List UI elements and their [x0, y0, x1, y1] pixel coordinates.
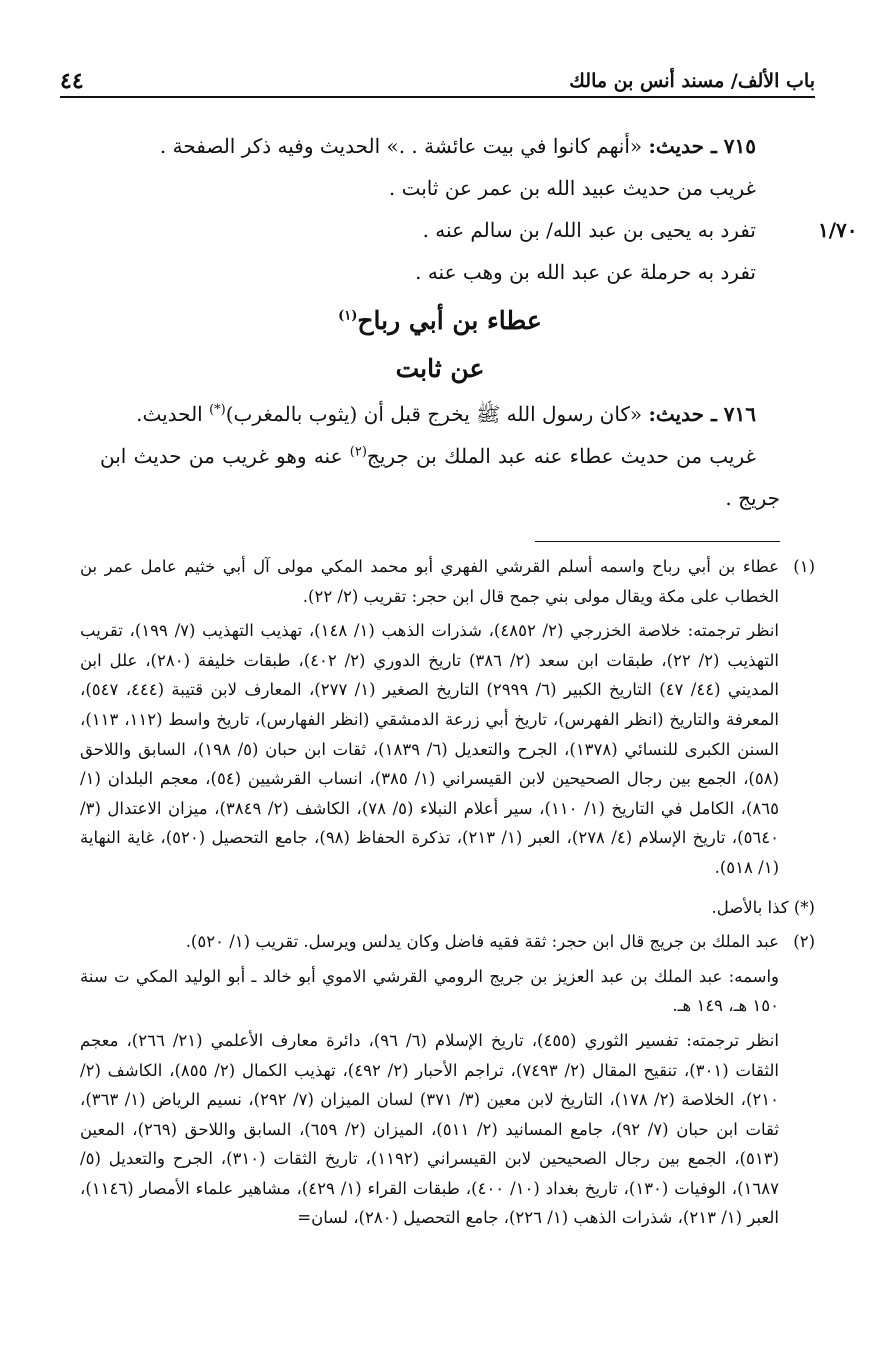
hadith-716 [100, 393, 780, 435]
footnote-paragraph: عبد الملك بن جريج قال ابن حجر: ثقة فقيه فاضل وكان يدلس ويرسل. تقريب (١/ ٥٢٠). [185, 932, 779, 952]
hadith-715-label: ٧١٥ ـ حديث: [648, 134, 756, 158]
footnote-number: (٢) [793, 932, 815, 952]
footnote-ref: (*) [209, 402, 226, 418]
header-title: باب الألف/ مسند أنس بن مالك [569, 70, 815, 92]
footnote-paragraph: انظر ترجمته: خلاصة الخزرجي (٢/ ٤٨٥٢)، شذرات الذهب (١/ ١٤٨)، تهذيب التهذيب (٧/ ١٩٩)، تقريب التهذيب (٢/ ٢٢)، طبقات ابن سعد (٢/ ٣٨٦) تاريخ الدوري (٢/ ٤٠٢)، طبقات خليفة (٢٨٠)، علل ابن المديني (٤٤/ ٤٧) التاريخ الكبير (٦/ ٢٩٩٩) التاريخ الصغير (١/ ٢٧٧)، المعارف لابن قتيبة (٤٤٤، ٥٤٧)، المعرفة والتاريخ (انظر الفهرس)، تاريخ أبي زرعة الدمشقي (انظر الفهارس)، تاريخ واسط (١١٢، ١١٣)، السنن الكبرى للنسائي (١٣٧٨)، الجرح والتعديل (٦/ ١٨٣٩)، ثقات ابن حبان (٥/ ١٩٨)، السابق واللاحق (٥٨)، الجمع بين رجال الصحيحين لابن القيسراني (١/ ٣٨٥)، انساب القرشيين (٥٤)، معجم البلدان (١/ ٨٦٥)، الكامل في التاريخ (١/ ١١٠)، سير أعلام النبلاء (٥/ ٧٨)، الكاشف (٢/ ٣٨٤٩)، ميزان الاعتدال (٣/ ٥٦٤٠)، تاريخ الإسلام (٤/ ٢٧٨)، العبر (١/ ٢١٣)، تذكرة الحفاظ (٩٨)، جامع التحصيل (٥٢٠)، غاية النهاية (١/ ٥١٨). [80, 621, 780, 877]
page-header [60, 60, 815, 98]
footnote-paragraph: عطاء بن أبي رباح واسمه أسلم القرشي الفهري أبو محمد المكي مولى آل أبي خثيم عامل عمر بن الخطاب على مكة ويقال مولى بني جمح قال ابن حجر: تقريب (٢/ ٢٢). [80, 557, 779, 606]
hadith-715-text: «أنهم كانوا في بيت عائشة . .» الحديث وفيه ذكر الصفحة . [159, 134, 643, 158]
footnotes [80, 552, 815, 1243]
hadith-715 [100, 125, 780, 167]
margin-note: ١/٧٠ [818, 218, 858, 242]
main-text [100, 125, 780, 519]
hadith-716-text-b: الحديث. [136, 402, 210, 426]
footnote-body [80, 552, 779, 888]
hadith-716-label: ٧١٦ ـ حديث: [648, 402, 756, 426]
paragraph-text-b: عنه وهو غريب من حديث ابن جريج . [100, 444, 780, 510]
footnote-separator [535, 541, 780, 542]
footnote-ref: (١) [338, 308, 358, 324]
footnote-body: (*) كذا بالأصل. [711, 897, 815, 917]
section-subheading: عن ثابت [395, 354, 485, 383]
footnote-ref: (٢) [349, 444, 367, 460]
paragraph-text-a: غريب من حديث عطاء عنه عبد الملك بن جريج [366, 444, 756, 468]
section-heading [100, 297, 780, 345]
text-line: تفرد به يحيى بن عبد الله/ بن سالم عنه . [422, 218, 756, 242]
footnote-paragraph: انظر ترجمته: تفسير الثوري (٤٥٥)، تاريخ الإسلام (٦/ ٩٦)، دائرة معارف الأعلمي (٢١/ ٢٦٦)، معجم الثقات (٣٠١)، تنقيح المقال (٢/ ٧٤٩٣)، تراجم الأحبار (٢/ ٤٩٢)، تهذيب الكمال (٢/ ٨٥٥)، الكاشف (٢/ ٢١٠)، الخلاصة (٢/ ١٧٨)، التاريخ لابن معين (٣/ ٣٧١) لسان الميزان (٧/ ٢٩٢)، نسيم الرياض (١/ ٣٦٣)، ثقات ابن حبان (٧/ ٩٢)، جامع المسانيد (٢/ ٥١١)، الميزان (٢/ ٦٥٩)، السابق واللاحق (٢٦٩)، المعين (٥١٣)، الجمع بين رجال الصحيحين لابن القيسراني (١١٩٢)، تاريخ الثقات (٣١٠)، الجرح والتعديل (٥/ ١٦٨٧)، الوفيات (١٣٠)، تاريخ بغداد (١٠/ ٤٠٠)، طبقات القراء (١/ ٤٢٩)، مشاهير علماء الأمصار (١١٤٦)، العبر (١/ ٢١٣)، شذرات الذهب (١/ ٢٢٦)، جامع التحصيل (٢٨٠)، لسان= [80, 1030, 779, 1228]
footnote-paragraph: واسمه: عبد الملك بن عبد العزيز بن جريج الرومي القرشي الاموي أبو خالد ـ أبو الوليد المكي ت سنة ١٥٠ هـ، ١٤٩ هـ. [80, 966, 779, 1016]
footnote-body [80, 927, 779, 1238]
hadith-716-text-a: «كان رسول الله ﷺ يخرج قبل أن (يثوب بالمغرب) [225, 402, 643, 426]
heading-text: عطاء بن أبي رباح [357, 306, 542, 335]
page-number: ٤٤ [60, 68, 84, 94]
footnote-2 [80, 927, 815, 1238]
footnote-star [80, 893, 815, 923]
text-line: تفرد به حرملة عن عبد الله بن وهب عنه . [415, 260, 756, 284]
text-paragraph [100, 435, 780, 519]
footnote-1 [80, 552, 815, 888]
footnote-number: (١) [793, 557, 815, 576]
text-line: غريب من حديث عبيد الله بن عمر عن ثابت . [388, 176, 756, 200]
